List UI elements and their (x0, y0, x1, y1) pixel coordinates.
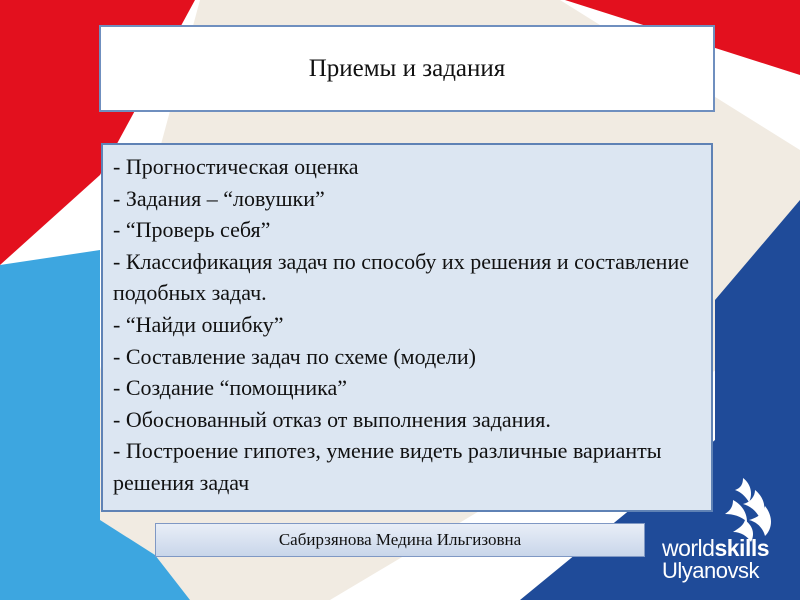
list-item: - Задания – “ловушки” (113, 185, 325, 211)
techniques-list (113, 151, 701, 499)
author-box (155, 523, 645, 557)
slide-title: Приемы и задания (308, 54, 506, 82)
list-item: - “Найди ошибку” (113, 311, 284, 337)
list-item: - Классификация задач по способу их решения и составление подобных задач. (113, 248, 689, 306)
author-name: Сабирзянова Медина Ильгизовна (278, 530, 522, 549)
content-panel (101, 143, 713, 512)
list-item: - Построение гипотез, умение видеть различные варианты решения задач (113, 438, 662, 495)
list-item: - Создание “помощника” (113, 375, 347, 401)
list-item: - Обоснованный отказ от выполнения задания. (113, 406, 551, 432)
logo-city: Ulyanovsk (662, 558, 759, 583)
list-item: - “Проверь себя” (113, 217, 271, 243)
list-item: - Составление задач по схеме (модели) (113, 343, 477, 369)
title-box (99, 25, 715, 112)
list-item: - Прогностическая оценка (113, 154, 359, 179)
worldskills-logo-text: worldskills (662, 535, 770, 561)
